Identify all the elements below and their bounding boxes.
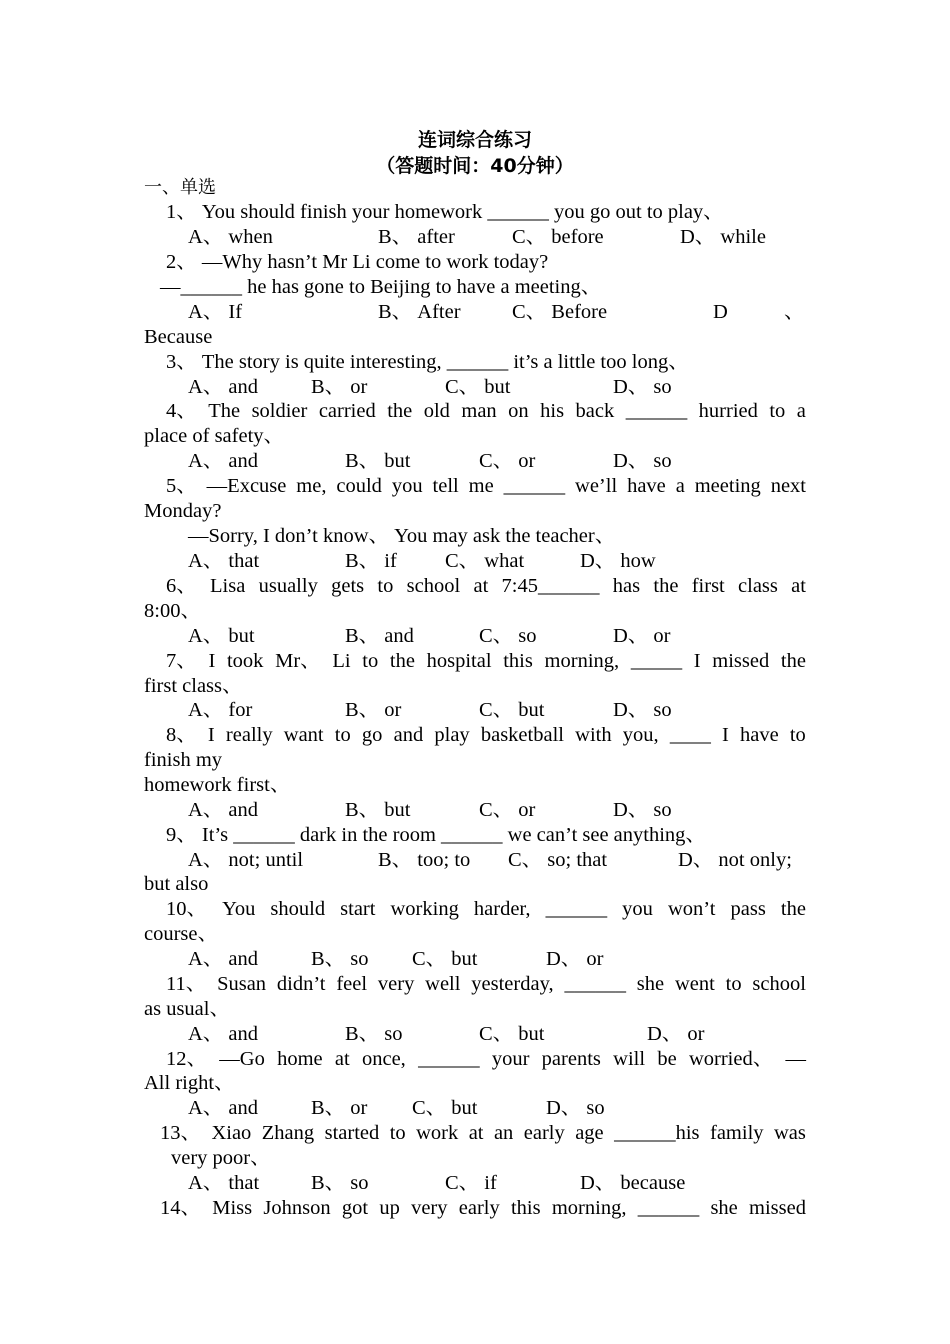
stem-word: this bbox=[510, 1197, 541, 1219]
question-7-option-d: D、 so bbox=[613, 699, 672, 721]
question-5-option-c: C、 what bbox=[445, 550, 525, 572]
stem-word: Miss bbox=[212, 1197, 253, 1219]
stem-word: ____ bbox=[669, 724, 711, 746]
question-5-option-b: B、 if bbox=[345, 550, 397, 572]
question-4-option-c: C、 or bbox=[479, 450, 536, 472]
stem-word: —Excuse bbox=[206, 475, 287, 497]
question-1-option-a: A、 when bbox=[188, 226, 273, 248]
stem-word: worried、 bbox=[688, 1048, 774, 1070]
question-9-stem: 9、 It’s ______ dark in the room ______ we can’t see anything、 bbox=[166, 824, 706, 846]
stem-word: a bbox=[796, 400, 806, 422]
question-7-option-b: B、 or bbox=[345, 699, 402, 721]
stem-word: Zhang bbox=[261, 1122, 315, 1144]
stem-word: to bbox=[725, 973, 742, 995]
question-8-option-d: D、 so bbox=[613, 799, 672, 821]
stem-word: family bbox=[710, 1122, 764, 1144]
stem-word: the bbox=[389, 650, 415, 672]
stem-word: gets bbox=[331, 575, 365, 597]
question-8-stem-continued: finish my bbox=[144, 749, 223, 771]
question-2-option-d-mark: 、 bbox=[784, 301, 805, 323]
question-4-stem bbox=[166, 399, 806, 423]
stem-word: 13、 bbox=[160, 1122, 201, 1144]
stem-word: start bbox=[340, 898, 376, 920]
stem-word: a bbox=[675, 475, 685, 497]
question-7-option-c: C、 but bbox=[479, 699, 545, 721]
stem-word: work bbox=[416, 1122, 459, 1144]
stem-word: Mr、 bbox=[275, 650, 321, 672]
question-2-option-d-text: Because bbox=[144, 326, 213, 348]
question-13-stem-continued: very poor、 bbox=[171, 1147, 271, 1169]
stem-word: 14、 bbox=[160, 1197, 201, 1219]
question-2-option-c: C、 Before bbox=[512, 301, 608, 323]
question-6-option-c: C、 so bbox=[479, 625, 537, 647]
stem-word: harder, bbox=[473, 898, 531, 920]
stem-word: next bbox=[770, 475, 806, 497]
stem-word: and bbox=[393, 724, 424, 746]
question-12-option-d: D、 so bbox=[546, 1097, 605, 1119]
stem-word: meeting bbox=[694, 475, 761, 497]
stem-word: 5、 bbox=[166, 475, 197, 497]
stem-word: —Go bbox=[219, 1048, 265, 1070]
stem-word: has bbox=[612, 575, 641, 597]
stem-word: missed bbox=[712, 650, 770, 672]
question-6-option-d: D、 or bbox=[613, 625, 671, 647]
question-11-option-d: D、 or bbox=[647, 1023, 705, 1045]
stem-word: the bbox=[780, 898, 806, 920]
question-11-stem bbox=[166, 972, 806, 996]
stem-word: hurried bbox=[698, 400, 758, 422]
question-8-option-a: A、 and bbox=[188, 799, 259, 821]
stem-word: his bbox=[540, 400, 565, 422]
stem-word: ______ bbox=[625, 400, 688, 422]
stem-word: at bbox=[791, 575, 806, 597]
stem-word: age bbox=[575, 1122, 604, 1144]
stem-word: very bbox=[411, 1197, 448, 1219]
question-5-stem bbox=[166, 474, 806, 498]
stem-word: really bbox=[225, 724, 273, 746]
stem-word: up bbox=[379, 1197, 400, 1219]
question-11-option-c: C、 but bbox=[479, 1023, 545, 1045]
stem-word: with bbox=[575, 724, 612, 746]
stem-word: man bbox=[461, 400, 497, 422]
question-13-option-b: B、 so bbox=[311, 1172, 369, 1194]
question-7-stem-continued: first class、 bbox=[144, 675, 243, 697]
question-3-option-c: C、 but bbox=[445, 376, 511, 398]
question-4-stem-continued: place of safety、 bbox=[144, 425, 285, 447]
section-heading: 一、单选 bbox=[144, 177, 216, 198]
stem-word: ______ bbox=[545, 898, 608, 920]
stem-word: morning, bbox=[551, 1197, 627, 1219]
question-2-option-a: A、 If bbox=[188, 301, 243, 323]
stem-word: to bbox=[334, 724, 351, 746]
stem-word: want bbox=[283, 724, 324, 746]
stem-word: you bbox=[622, 898, 653, 920]
stem-word: to bbox=[362, 650, 379, 672]
stem-word: parents bbox=[541, 1048, 601, 1070]
stem-word: usually bbox=[258, 575, 318, 597]
stem-word: old bbox=[423, 400, 450, 422]
question-6-stem bbox=[166, 574, 806, 598]
stem-word: didn’t bbox=[276, 973, 326, 995]
question-10-option-a: A、 and bbox=[188, 948, 259, 970]
document-title: 连词综合练习 bbox=[417, 129, 532, 151]
stem-word: I bbox=[721, 724, 729, 746]
question-3-option-d: D、 so bbox=[613, 376, 672, 398]
stem-word: morning, bbox=[544, 650, 620, 672]
stem-word: class bbox=[738, 575, 778, 597]
stem-word: Li bbox=[332, 650, 351, 672]
stem-word: this bbox=[503, 650, 533, 672]
question-9-option-a: A、 not; until bbox=[188, 849, 304, 871]
stem-word: got bbox=[341, 1197, 369, 1219]
stem-word: the bbox=[780, 650, 806, 672]
stem-word: carried bbox=[318, 400, 376, 422]
stem-word: I bbox=[207, 724, 215, 746]
stem-word: ______ bbox=[637, 1197, 700, 1219]
stem-word: very bbox=[377, 973, 415, 995]
stem-word: The bbox=[208, 400, 241, 422]
question-5-option-a: A、 that bbox=[188, 550, 260, 572]
stem-word: was bbox=[773, 1122, 806, 1144]
question-3-option-a: A、 and bbox=[188, 376, 259, 398]
stem-word: Johnson bbox=[263, 1197, 331, 1219]
stem-word: tell bbox=[432, 475, 459, 497]
stem-word: she bbox=[710, 1197, 738, 1219]
question-1-option-c: C、 before bbox=[512, 226, 604, 248]
stem-word: Lisa bbox=[210, 575, 246, 597]
stem-word: 7、 bbox=[166, 650, 197, 672]
stem-word: have bbox=[739, 724, 779, 746]
stem-word: play bbox=[434, 724, 470, 746]
stem-word: will bbox=[613, 1048, 646, 1070]
question-14-stem bbox=[160, 1196, 806, 1220]
stem-word: once, bbox=[361, 1048, 406, 1070]
question-6-option-a: A、 but bbox=[188, 625, 255, 647]
stem-word: well bbox=[425, 973, 461, 995]
stem-word: yesterday, bbox=[471, 973, 554, 995]
question-13-option-d: D、 because bbox=[580, 1172, 686, 1194]
question-10-stem-continued: course、 bbox=[144, 923, 219, 945]
question-12-option-c: C、 but bbox=[412, 1097, 478, 1119]
question-7-stem bbox=[166, 649, 806, 673]
stem-word: first bbox=[691, 575, 725, 597]
stem-word: ______ bbox=[418, 1048, 480, 1070]
question-2-stem: 2、 —Why hasn’t Mr Li come to work today? bbox=[166, 251, 549, 273]
question-8-option-c: C、 or bbox=[479, 799, 536, 821]
stem-word: Susan bbox=[217, 973, 267, 995]
stem-word: You bbox=[222, 898, 256, 920]
stem-word: took bbox=[226, 650, 264, 672]
stem-word: an bbox=[493, 1122, 514, 1144]
question-8-option-b: B、 but bbox=[345, 799, 411, 821]
question-2-option-b: B、 After bbox=[378, 301, 461, 323]
question-9-option-d-continued: but also bbox=[144, 873, 209, 895]
stem-word: won’t bbox=[667, 898, 716, 920]
stem-word: on bbox=[508, 400, 529, 422]
question-5-reply: —Sorry, I don’t know、 You may ask the teacher、 bbox=[188, 525, 616, 547]
stem-word: ______his bbox=[614, 1122, 700, 1144]
question-9-option-d: D、 not only; bbox=[678, 849, 792, 871]
stem-word: to bbox=[789, 724, 806, 746]
stem-word: working bbox=[390, 898, 459, 920]
stem-word: 4、 bbox=[166, 400, 197, 422]
stem-word: 10、 bbox=[166, 898, 207, 920]
stem-word: to bbox=[377, 575, 394, 597]
stem-word: feel bbox=[336, 973, 368, 995]
question-4-option-d: D、 so bbox=[613, 450, 672, 472]
question-3-stem: 3、 The story is quite interesting, ______ it’s a little too long、 bbox=[166, 351, 689, 373]
question-12-option-b: B、 or bbox=[311, 1097, 368, 1119]
question-4-option-a: A、 and bbox=[188, 450, 259, 472]
question-1-option-b: B、 after bbox=[378, 226, 455, 248]
question-6-option-b: B、 and bbox=[345, 625, 414, 647]
stem-word: the bbox=[387, 400, 413, 422]
stem-word: you, bbox=[622, 724, 659, 746]
stem-word: Xiao bbox=[211, 1122, 252, 1144]
question-5-stem-continued: Monday? bbox=[144, 500, 222, 522]
question-5-option-d: D、 how bbox=[580, 550, 656, 572]
stem-word: be bbox=[657, 1048, 677, 1070]
question-7-option-a: A、 for bbox=[188, 699, 253, 721]
stem-word: 7:45______ bbox=[501, 575, 600, 597]
question-12-stem bbox=[166, 1047, 806, 1071]
stem-word: basketball bbox=[480, 724, 564, 746]
question-2-option-d-letter: D bbox=[713, 301, 728, 323]
question-4-option-b: B、 but bbox=[345, 450, 411, 472]
question-9-option-c: C、 so; that bbox=[508, 849, 608, 871]
stem-word: ______ bbox=[564, 973, 626, 995]
stem-word: I bbox=[693, 650, 701, 672]
stem-word: — bbox=[785, 1048, 806, 1070]
stem-word: the bbox=[653, 575, 679, 597]
stem-word: 12、 bbox=[166, 1048, 207, 1070]
stem-word: should bbox=[270, 898, 326, 920]
stem-word: to bbox=[389, 1122, 406, 1144]
question-8-stem-continued-2: homework first、 bbox=[144, 774, 291, 796]
stem-word: me, bbox=[296, 475, 327, 497]
stem-word: started bbox=[324, 1122, 380, 1144]
stem-word: missed bbox=[749, 1197, 806, 1219]
stem-word: _____ bbox=[630, 650, 683, 672]
stem-word: early bbox=[458, 1197, 500, 1219]
question-9-option-b: B、 too; to bbox=[378, 849, 471, 871]
document-subtitle: （答题时间：40分钟） bbox=[376, 155, 574, 177]
question-10-option-c: C、 but bbox=[412, 948, 478, 970]
stem-word: to bbox=[769, 400, 786, 422]
question-13-option-c: C、 if bbox=[445, 1172, 497, 1194]
stem-word: 8、 bbox=[166, 724, 197, 746]
stem-word: school bbox=[752, 973, 806, 995]
stem-word: hospital bbox=[426, 650, 492, 672]
question-3-option-b: B、 or bbox=[311, 376, 368, 398]
stem-word: 6、 bbox=[166, 575, 197, 597]
question-2-reply: —______ he has gone to Beijing to have a meeting、 bbox=[160, 276, 602, 298]
question-10-stem bbox=[166, 897, 806, 921]
stem-word: we’ll bbox=[575, 475, 618, 497]
stem-word: could bbox=[336, 475, 382, 497]
question-10-option-d: D、 or bbox=[546, 948, 604, 970]
stem-word: at bbox=[334, 1048, 350, 1070]
stem-word: go bbox=[361, 724, 383, 746]
question-13-stem bbox=[160, 1121, 806, 1145]
stem-word: at bbox=[473, 575, 489, 597]
stem-word: ______ bbox=[503, 475, 566, 497]
question-11-stem-continued: as usual、 bbox=[144, 998, 230, 1020]
stem-word: me bbox=[468, 475, 494, 497]
stem-word: back bbox=[575, 400, 615, 422]
stem-word: soldier bbox=[251, 400, 308, 422]
stem-word: at bbox=[468, 1122, 484, 1144]
stem-word: pass bbox=[730, 898, 766, 920]
stem-word: have bbox=[627, 475, 666, 497]
question-13-option-a: A、 that bbox=[188, 1172, 260, 1194]
question-6-stem-continued: 8:00、 bbox=[144, 600, 201, 622]
stem-word: early bbox=[523, 1122, 565, 1144]
stem-word: she bbox=[636, 973, 665, 995]
question-12-stem-continued: All right、 bbox=[144, 1072, 235, 1094]
stem-word: school bbox=[406, 575, 461, 597]
stem-word: home bbox=[277, 1048, 323, 1070]
stem-word: you bbox=[391, 475, 423, 497]
stem-word: 11、 bbox=[166, 973, 207, 995]
question-10-option-b: B、 so bbox=[311, 948, 369, 970]
stem-word: I bbox=[208, 650, 216, 672]
question-11-option-a: A、 and bbox=[188, 1023, 259, 1045]
question-11-option-b: B、 so bbox=[345, 1023, 403, 1045]
question-1-option-d: D、 while bbox=[680, 226, 766, 248]
question-12-option-a: A、 and bbox=[188, 1097, 259, 1119]
stem-word: your bbox=[491, 1048, 530, 1070]
stem-word: went bbox=[674, 973, 715, 995]
question-1-stem: 1、 You should finish your homework ______ you go out to play、 bbox=[166, 201, 724, 223]
question-8-stem bbox=[166, 723, 806, 747]
